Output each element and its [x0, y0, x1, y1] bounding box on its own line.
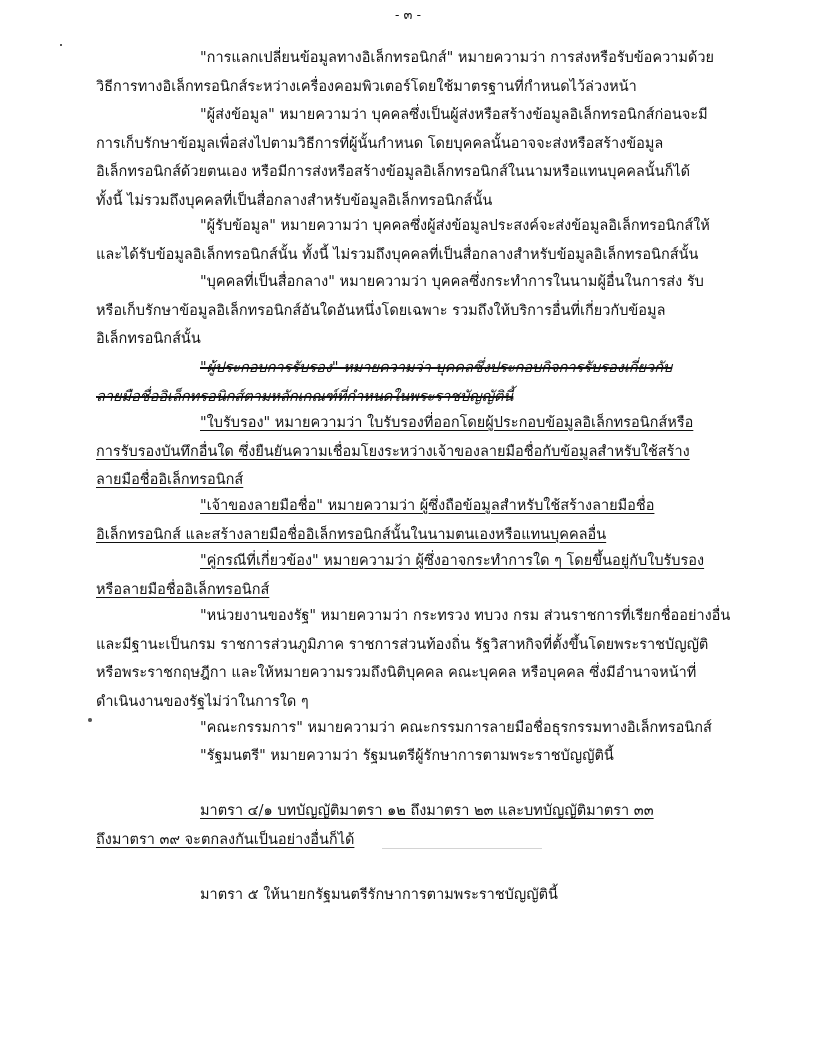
text-line: หรือพระราชกฤษฎีกา และให้หมายความรวมถึงนิติบุคคล คณะบุคคล หรือบุคคล ซึ่งมีอำนาจหน้าที่ — [96, 665, 697, 681]
definition-certificate — [0, 409, 816, 495]
amended-text: การรับรองบันทึกอื่นใด ซึ่งยืนยันความเชื่อมโยงระหว่างเจ้าของลายมือชื่อกับข้อมูลสำหรับใช้สร้าง — [96, 443, 690, 460]
text-line: และได้รับข้อมูลอิเล็กทรอนิกส์นั้น ทั้งนี้ ไม่รวมถึงบุคคลที่เป็นสื่อกลางสำหรับข้อมูลอิเล็กทรอนิกส์นั้น — [96, 246, 699, 263]
text-line — [0, 409, 816, 438]
definition-intermediary — [0, 268, 816, 354]
text-line: "การแลกเปลี่ยนข้อมูลทางอิเล็กทรอนิกส์" หมายความว่า การส่งหรือรับข้อความด้วย — [200, 50, 714, 66]
text-line: ทั้งนี้ ไม่รวมถึงบุคคลที่เป็นสื่อกลางสำหรับข้อมูลอิเล็กทรอนิกส์นั้น — [96, 192, 493, 209]
definition-committee — [0, 714, 816, 743]
section-5 — [0, 881, 816, 910]
text-line: มาตรา ๕ ให้นายกรัฐมนตรีรักษาการตามพระราชบัญญัตินี้ — [200, 887, 558, 903]
amended-text: ลายมือชื่ออิเล็กทรอนิกส์ — [96, 472, 244, 488]
text-line: "ผู้รับข้อมูล" หมายความว่า บุคคลซึ่งผู้ส่งข้อมูลประสงค์จะส่งข้อมูลอิเล็กทรอนิกส์ให้ — [200, 218, 710, 234]
text-line: อิเล็กทรอนิกส์นั้น — [96, 331, 201, 347]
text-line — [0, 521, 816, 550]
scan-speck — [60, 44, 62, 46]
scan-speck — [88, 718, 92, 722]
scan-noise-streak — [382, 848, 542, 849]
text-line: การเก็บรักษาข้อมูลเพื่อส่งไปตามวิธีการที่ผู้นั้นกำหนด โดยบุคคลนั้นอาจจะส่งหรือสร้างข้อมูล — [96, 135, 664, 152]
deleted-text: "ผู้ประกอบการรับรอง" หมายความว่า บุคคลซึ่งประกอบกิจการรับรองเกี่ยวกับ — [200, 360, 673, 376]
definition-electronic-data-interchange — [0, 44, 816, 101]
amended-text: อิเล็กทรอนิกส์ และสร้างลายมือชื่ออิเล็กทรอนิกส์นั้นในนามตนเองหรือแทนบุคคลอื่น — [96, 526, 607, 543]
text-line: ดำเนินงานของรัฐไม่ว่าในการใด ๆ — [96, 693, 309, 710]
text-line — [0, 492, 816, 521]
text-line — [0, 797, 816, 826]
text-line: "รัฐมนตรี" หมายความว่า รัฐมนตรีผู้รักษาการตามพระราชบัญญัตินี้ — [200, 748, 614, 764]
text-line: วิธีการทางอิเล็กทรอนิกส์ระหว่างเครื่องคอมพิวเตอร์โดยใช้มาตรฐานที่กำหนดไว้ล่วงหน้า — [96, 78, 637, 95]
text-line: อิเล็กทรอนิกส์ด้วยตนเอง หรือมีการส่งหรือสร้างข้อมูลอิเล็กทรอนิกส์ในนามหรือแทนบุคคลนั้นก็ได้ — [96, 164, 691, 180]
definition-signatory — [0, 492, 816, 549]
text-line — [0, 354, 816, 383]
definition-minister — [0, 742, 816, 771]
text-line — [0, 576, 816, 605]
text-line — [0, 466, 816, 495]
text-line — [0, 826, 816, 855]
text-line: "บุคคลที่เป็นสื่อกลาง" หมายความว่า บุคคลซึ่งกระทำการในนามผู้อื่นในการส่ง รับ — [200, 274, 704, 290]
text-line: "หน่วยงานของรัฐ" หมายความว่า กระทรวง ทบวง กรม ส่วนราชการที่เรียกชื่ออย่างอื่น — [200, 608, 731, 624]
text-line — [0, 547, 816, 576]
deleted-text: ลายมือชื่ออิเล็กทรอนิกส์ตามหลักเกณฑ์ที่กำหนดในพระราชบัญญัตินี้ — [96, 388, 514, 405]
text-line: "คณะกรรมการ" หมายความว่า คณะกรรมการลายมือชื่อธุรกรรมทางอิเล็กทรอนิกส์ — [200, 720, 712, 736]
text-line: หรือเก็บรักษาข้อมูลอิเล็กทรอนิกส์อันใดอันหนึ่งโดยเฉพาะ รวมถึงให้บริการอื่นที่เกี่ยวกับข้อมูล — [96, 302, 666, 319]
definition-recipient — [0, 212, 816, 269]
amended-text: มาตรา ๔/๑ บทบัญญัติมาตรา ๑๒ ถึงมาตรา ๒๓ และบทบัญญัติมาตรา ๓๓ — [200, 803, 654, 819]
text-line: และมีฐานะเป็นกรม ราชการส่วนภูมิภาค ราชการส่วนท้องถิ่น รัฐวิสาหกิจที่ตั้งขึ้นโดยพระราชบัญญัติ — [96, 636, 709, 653]
amended-text: "คู่กรณีที่เกี่ยวข้อง" หมายความว่า ผู้ซึ่งอาจกระทำการใด ๆ โดยขึ้นอยู่กับใบรับรอง — [200, 553, 705, 569]
amended-text: ถึงมาตรา ๓๙ จะตกลงกันเป็นอย่างอื่นก็ได้ — [96, 831, 355, 848]
section-4-1 — [0, 797, 816, 854]
amended-text: "ใบรับรอง" หมายความว่า ใบรับรองที่ออกโดยผู้ประกอบข้อมูลอิเล็กทรอนิกส์หรือ — [200, 415, 694, 431]
amended-text: หรือลายมือชื่ออิเล็กทรอนิกส์ — [96, 581, 270, 598]
definition-certification-provider — [0, 354, 816, 411]
definition-sender — [0, 101, 816, 215]
amended-text: "เจ้าของลายมือชื่อ" หมายความว่า ผู้ซึ่งถือข้อมูลสำหรับใช้สร้างลายมือชื่อ — [200, 498, 655, 514]
definition-relying-party — [0, 547, 816, 604]
text-line: "ผู้ส่งข้อมูล" หมายความว่า บุคคลซึ่งเป็นผู้ส่งหรือสร้างข้อมูลอิเล็กทรอนิกส์ก่อนจะมี — [200, 107, 708, 123]
page-number: - ๓ - — [395, 8, 421, 23]
text-line — [0, 438, 816, 467]
text-line — [0, 383, 816, 412]
definition-government-agency — [0, 602, 816, 716]
